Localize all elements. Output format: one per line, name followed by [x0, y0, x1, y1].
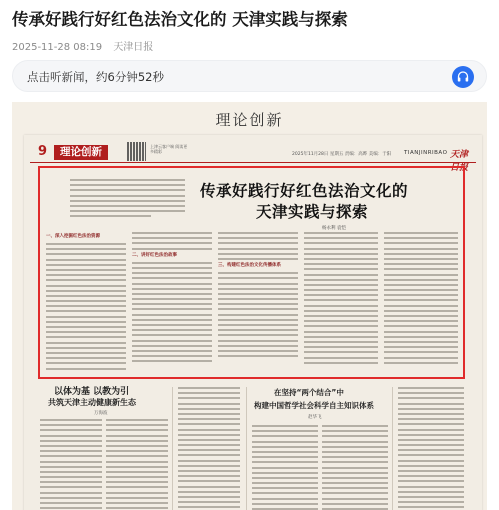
article-column-3 — [218, 232, 298, 360]
listen-news-label: 点击听新闻，约6分钟52秒 — [27, 70, 164, 84]
article-column-2 — [132, 232, 212, 366]
masthead-date: 2025年11月28日 星期五 责编：高晔 美编：于阳 — [292, 152, 392, 157]
listen-button[interactable] — [452, 66, 474, 88]
newspaper-page — [24, 135, 482, 510]
highlighted-title-line2: 天津实践与探索 — [256, 203, 369, 221]
lower-middle-column — [178, 387, 240, 510]
article-date: 2025-11-28 08:19 — [12, 42, 103, 53]
article-subhead-2: 二、讲好红色法治故事 — [132, 252, 177, 258]
article-intro — [70, 179, 185, 221]
page-number: 9 — [38, 144, 48, 159]
lower-article-2-column-1 — [252, 425, 318, 510]
article-headline: 传承好践行好红色法治文化的 天津实践与探索 — [12, 10, 348, 29]
masthead-brand: TIANJINRIBAO — [404, 150, 448, 156]
article-column-4 — [304, 232, 378, 367]
page-section-badge: 理论创新 — [54, 145, 108, 160]
newspaper-section-title: 理论创新 — [215, 111, 284, 129]
article-meta — [12, 38, 161, 53]
highlighted-author: 杨永利 袁恺 — [322, 226, 346, 231]
article-subhead-3: 三、构建红色法治文化传播体系 — [218, 263, 281, 269]
lower-article-1-title-line1: 以体为基 以教为引 — [54, 387, 130, 397]
headphones-icon — [456, 70, 470, 84]
qr-caption: 上津云客户端 阅读更多精彩 — [150, 144, 188, 154]
lower-article-1-column-1 — [40, 419, 102, 510]
highlighted-article — [38, 166, 465, 379]
lower-right-column — [398, 387, 464, 510]
lower-article-1-column-2 — [106, 419, 168, 510]
highlighted-title-line1: 传承好践行好红色法治文化的 — [200, 182, 409, 200]
lower-article-1-author: 万海波 — [94, 411, 108, 416]
article-source[interactable]: 天津日报 — [113, 42, 154, 53]
lower-article-1-title-line2: 共筑天津主动健康新生态 — [48, 398, 136, 407]
lower-article-2-column-2 — [322, 425, 388, 510]
newspaper-masthead — [30, 141, 476, 173]
lower-article-2-title-line2: 构建中国哲学社会科学自主知识体系 — [254, 401, 374, 410]
newspaper-image[interactable] — [12, 102, 487, 510]
qr-code-icon — [127, 142, 146, 161]
article-column-1 — [46, 232, 126, 373]
masthead-logo: 天津日报 — [450, 150, 469, 173]
listen-news-bar[interactable] — [12, 60, 487, 92]
article-column-5 — [384, 232, 458, 367]
article-subhead-1: 一、深入挖掘红色法治资源 — [46, 234, 100, 239]
lower-article-2-title-line1: 在坚持“两个结合”中 — [274, 388, 344, 397]
lower-article-2-author: 赵华飞 — [308, 415, 322, 420]
